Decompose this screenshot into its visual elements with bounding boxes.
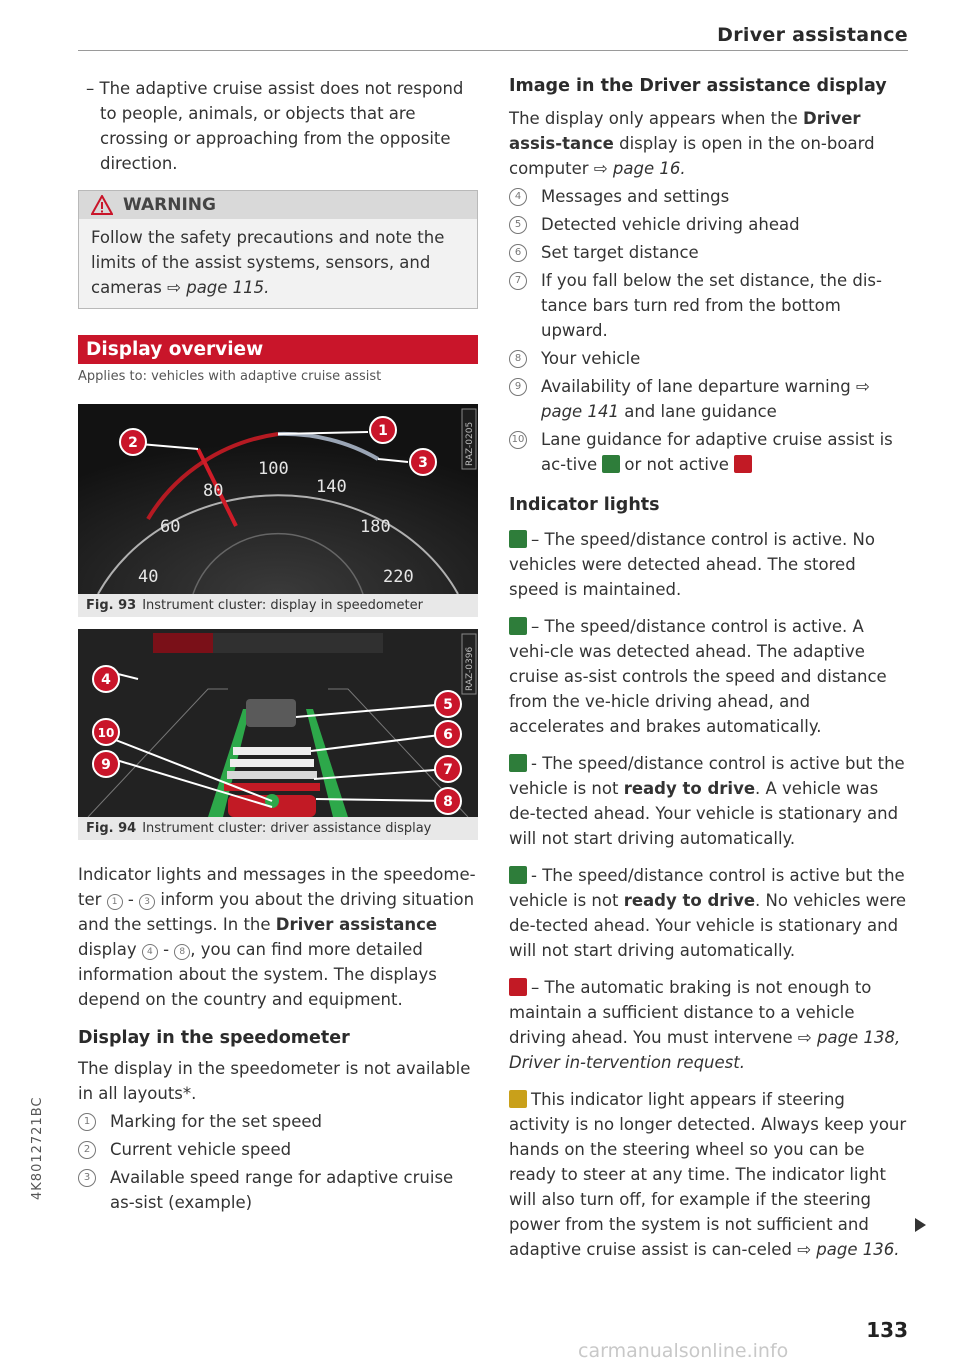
section-title: Display overview <box>78 335 478 364</box>
num-circle: 6 <box>509 244 527 262</box>
indicator-4-text2: . No vehicles were de-tected ahead. Your vehicle is stationary and will not start driving automatically. <box>509 891 907 960</box>
right-column <box>509 68 909 1262</box>
speed-label-100: 100 <box>258 459 289 479</box>
list-item-text <box>541 374 909 424</box>
list-item-text: If you fall below the set distance, the dis-tance bars turn red from the bottom upward. <box>541 271 882 340</box>
speed-label-140: 140 <box>316 477 347 497</box>
figure-93-caption-text: Instrument cluster: display in speedometer <box>142 598 423 613</box>
indicator-5-text: – The automatic braking is not enough to maintain a sufficient distance to a vehicle driving ahead. You must intervene <box>509 978 872 1047</box>
num-circle: 3 <box>78 1169 96 1187</box>
callout-5-label: 5 <box>443 697 453 713</box>
warning-page-link[interactable]: ⇨ page 115. <box>167 278 270 297</box>
indicator-1-text: – The speed/distance control is active. No vehicles were detected ahead. The stored speed is maintained. <box>509 530 875 599</box>
image-display-heading: Image in the Driver assistance display <box>509 76 887 96</box>
speed-label-40: 40 <box>138 567 159 587</box>
image-list-item-7 <box>509 268 909 343</box>
list-item-text: Current vehicle speed <box>110 1140 292 1159</box>
indicator-2 <box>509 614 909 739</box>
item10-text2: or not active <box>624 455 729 474</box>
image-list-item-8 <box>509 346 909 371</box>
page-link-141[interactable]: ⇨ page 141 <box>541 377 870 421</box>
figure-94-code: RAZ-0396 <box>465 646 475 691</box>
indicator-4-text: - The speed/distance control is active but the vehicle is not <box>509 866 905 910</box>
callout-4-label: 4 <box>101 672 111 688</box>
speed-label-80: 80 <box>203 481 224 501</box>
num-circle: 5 <box>509 216 527 234</box>
ref-circle-4: 4 <box>142 944 158 960</box>
figure-93-code: RAZ-0205 <box>465 421 475 466</box>
callout-1-label: 1 <box>378 423 388 439</box>
page-link-136[interactable]: ⇨ page 136. <box>797 1240 900 1259</box>
header-rule <box>78 50 908 51</box>
indicator-1 <box>509 527 909 602</box>
warning-body-text: Follow the safety precautions and note the limits of the assist systems, sensors, and cameras <box>91 228 445 297</box>
callout-7-label: 7 <box>443 762 453 778</box>
list-item-text: Marking for the set speed <box>110 1112 323 1131</box>
num-circle: 1 <box>78 1113 96 1131</box>
driver-assistance-display-illustration <box>78 629 478 817</box>
num-circle: 2 <box>78 1141 96 1159</box>
indicator-3-text: - The speed/distance control is active but the vehicle is not <box>509 754 905 798</box>
image-list-item-10 <box>509 427 909 477</box>
speedometer-illustration <box>78 404 478 594</box>
page-header-title: Driver assistance <box>717 24 908 46</box>
callout-9-label: 9 <box>101 757 111 773</box>
green-acc-icon <box>509 530 527 548</box>
item9-text2: and lane guidance <box>624 402 777 421</box>
figure-93-label: Fig. 93 <box>86 598 137 613</box>
speedometer-intro: The display in the speedometer is not available in all layouts*. <box>78 1059 471 1103</box>
intro-paragraph: Indicator lights and messages in the speedome-ter 1 - 3 inform you about the driving situation and the settings. In the Driver assistance display 4 - 8 , you can find more detailed information about the system. The displays depend on the country and equipment. <box>78 865 476 1009</box>
list-item-text: Your vehicle <box>541 349 641 368</box>
image-display-intro <box>509 106 909 181</box>
warning-box <box>78 190 478 309</box>
indicator-4-bold: ready to drive <box>623 891 756 910</box>
red-braking-icon <box>509 978 527 996</box>
green-acc-stationary-icon <box>509 754 527 772</box>
image-list-item-9 <box>509 374 909 424</box>
num-circle: 9 <box>509 378 527 396</box>
speedo-list-item-1 <box>78 1109 478 1134</box>
warning-triangle-icon <box>91 195 113 215</box>
speed-label-180: 180 <box>360 517 391 537</box>
left-column <box>78 68 478 1215</box>
figure-94 <box>78 629 478 840</box>
indicator-lights-heading: Indicator lights <box>509 495 660 515</box>
lane-guidance-active-icon <box>602 455 620 473</box>
intro-bold: Driver assis-tance <box>509 109 861 153</box>
num-circle: 8 <box>509 350 527 368</box>
figure-93-caption <box>78 594 478 617</box>
list-item-text: Messages and settings <box>541 187 730 206</box>
ref-circle-8: 8 <box>174 944 190 960</box>
para-bold-driver-assistance: Driver assistance <box>275 915 438 934</box>
intro-text-2: display is open in the on-board computer <box>509 134 875 178</box>
page-number: 133 <box>866 1318 908 1342</box>
ref-circle-1: 1 <box>107 894 123 910</box>
yellow-steering-icon <box>509 1090 527 1108</box>
speedo-list-item-3 <box>78 1165 478 1215</box>
intro-text-1: The display only appears when the <box>509 109 798 128</box>
indicator-5 <box>509 975 909 1075</box>
applies-to-note: Applies to: vehicles with adaptive cruise assist <box>78 369 382 384</box>
callout-6-label: 6 <box>443 727 453 743</box>
green-acc-vehicle-icon <box>509 617 527 635</box>
item9-text: Availability of lane departure warning <box>541 377 851 396</box>
document-code: 4K8012721BC <box>30 1096 45 1200</box>
callout-2-label: 2 <box>128 435 138 451</box>
indicator-3-text2: . A vehicle was de-tected ahead. Your vehicle is stationary and will not start driving automatically. <box>509 779 899 848</box>
figure-94-label: Fig. 94 <box>86 821 137 836</box>
callout-10-label: 10 <box>97 726 115 740</box>
para-text-3: display <box>78 940 137 959</box>
image-list-item-5 <box>509 212 909 237</box>
figure-93 <box>78 404 478 617</box>
indicator-2-text: – The speed/distance control is active. A vehi-cle was detected ahead. The adaptive cruise as-sist controls the speed and distance from the ve-hicle driving ahead, and accelerates and brakes automatically. <box>509 617 887 736</box>
continue-arrow-icon <box>915 1218 926 1232</box>
para-text-1: Indicator lights and messages in the speedome-ter <box>78 865 476 909</box>
list-item-text <box>541 427 909 477</box>
image-list-item-6 <box>509 240 909 265</box>
list-item-text: Detected vehicle driving ahead <box>541 215 800 234</box>
speedometer-heading: Display in the speedometer <box>78 1028 350 1048</box>
warning-title: WARNING <box>123 195 216 215</box>
figure-94-caption-text: Instrument cluster: driver assistance display <box>142 821 432 836</box>
image-list-item-4 <box>509 184 909 209</box>
green-acc-no-vehicle-icon <box>509 866 527 884</box>
figure-94-caption <box>78 817 478 840</box>
watermark: carmanualsonline.info <box>578 1340 789 1362</box>
page-link-16[interactable]: ⇨ page 16. <box>593 159 686 178</box>
para-text-2: inform you about the driving situation and the settings. In the <box>78 890 475 934</box>
list-item-text: Set target distance <box>541 243 699 262</box>
indicator-6-text: This indicator light appears if steering activity is no longer detected. Always keep your hands on the steering wheel so you can be ready to steer at any time. The indicator light will also turn off, for example if the steering power from the system is not sufficient and adaptive cruise assist is can-celed <box>509 1090 907 1259</box>
indicator-3-bold: ready to drive <box>623 779 756 798</box>
indicator-4 <box>509 863 909 963</box>
intro-list-item: – The adaptive cruise assist does not respond to people, animals, or objects that are crossing or approaching from the opposite direction. <box>86 79 464 173</box>
item10-text: Lane guidance for adaptive cruise assist is ac-tive <box>541 430 893 474</box>
lane-guidance-inactive-icon <box>734 455 752 473</box>
para-text-4: , you can find more detailed information about the system. The displays depend on the country and equipment. <box>78 940 437 1009</box>
indicator-3 <box>509 751 909 851</box>
page-link-138[interactable]: ⇨ page 138, Driver in-tervention request. <box>509 1028 901 1072</box>
num-circle: 4 <box>509 188 527 206</box>
speedo-list-item-2 <box>78 1137 478 1162</box>
list-item-text: Available speed range for adaptive cruise as-sist (example) <box>110 1168 454 1212</box>
warning-header <box>79 191 477 219</box>
speed-label-60: 60 <box>160 517 181 537</box>
callout-3-label: 3 <box>418 455 428 471</box>
warning-text <box>79 219 477 308</box>
ref-circle-3: 3 <box>139 894 155 910</box>
num-circle: 7 <box>509 272 527 290</box>
indicator-6 <box>509 1087 909 1262</box>
speed-label-220: 220 <box>383 567 414 587</box>
callout-8-label: 8 <box>443 794 453 810</box>
num-circle: 10 <box>509 431 527 449</box>
